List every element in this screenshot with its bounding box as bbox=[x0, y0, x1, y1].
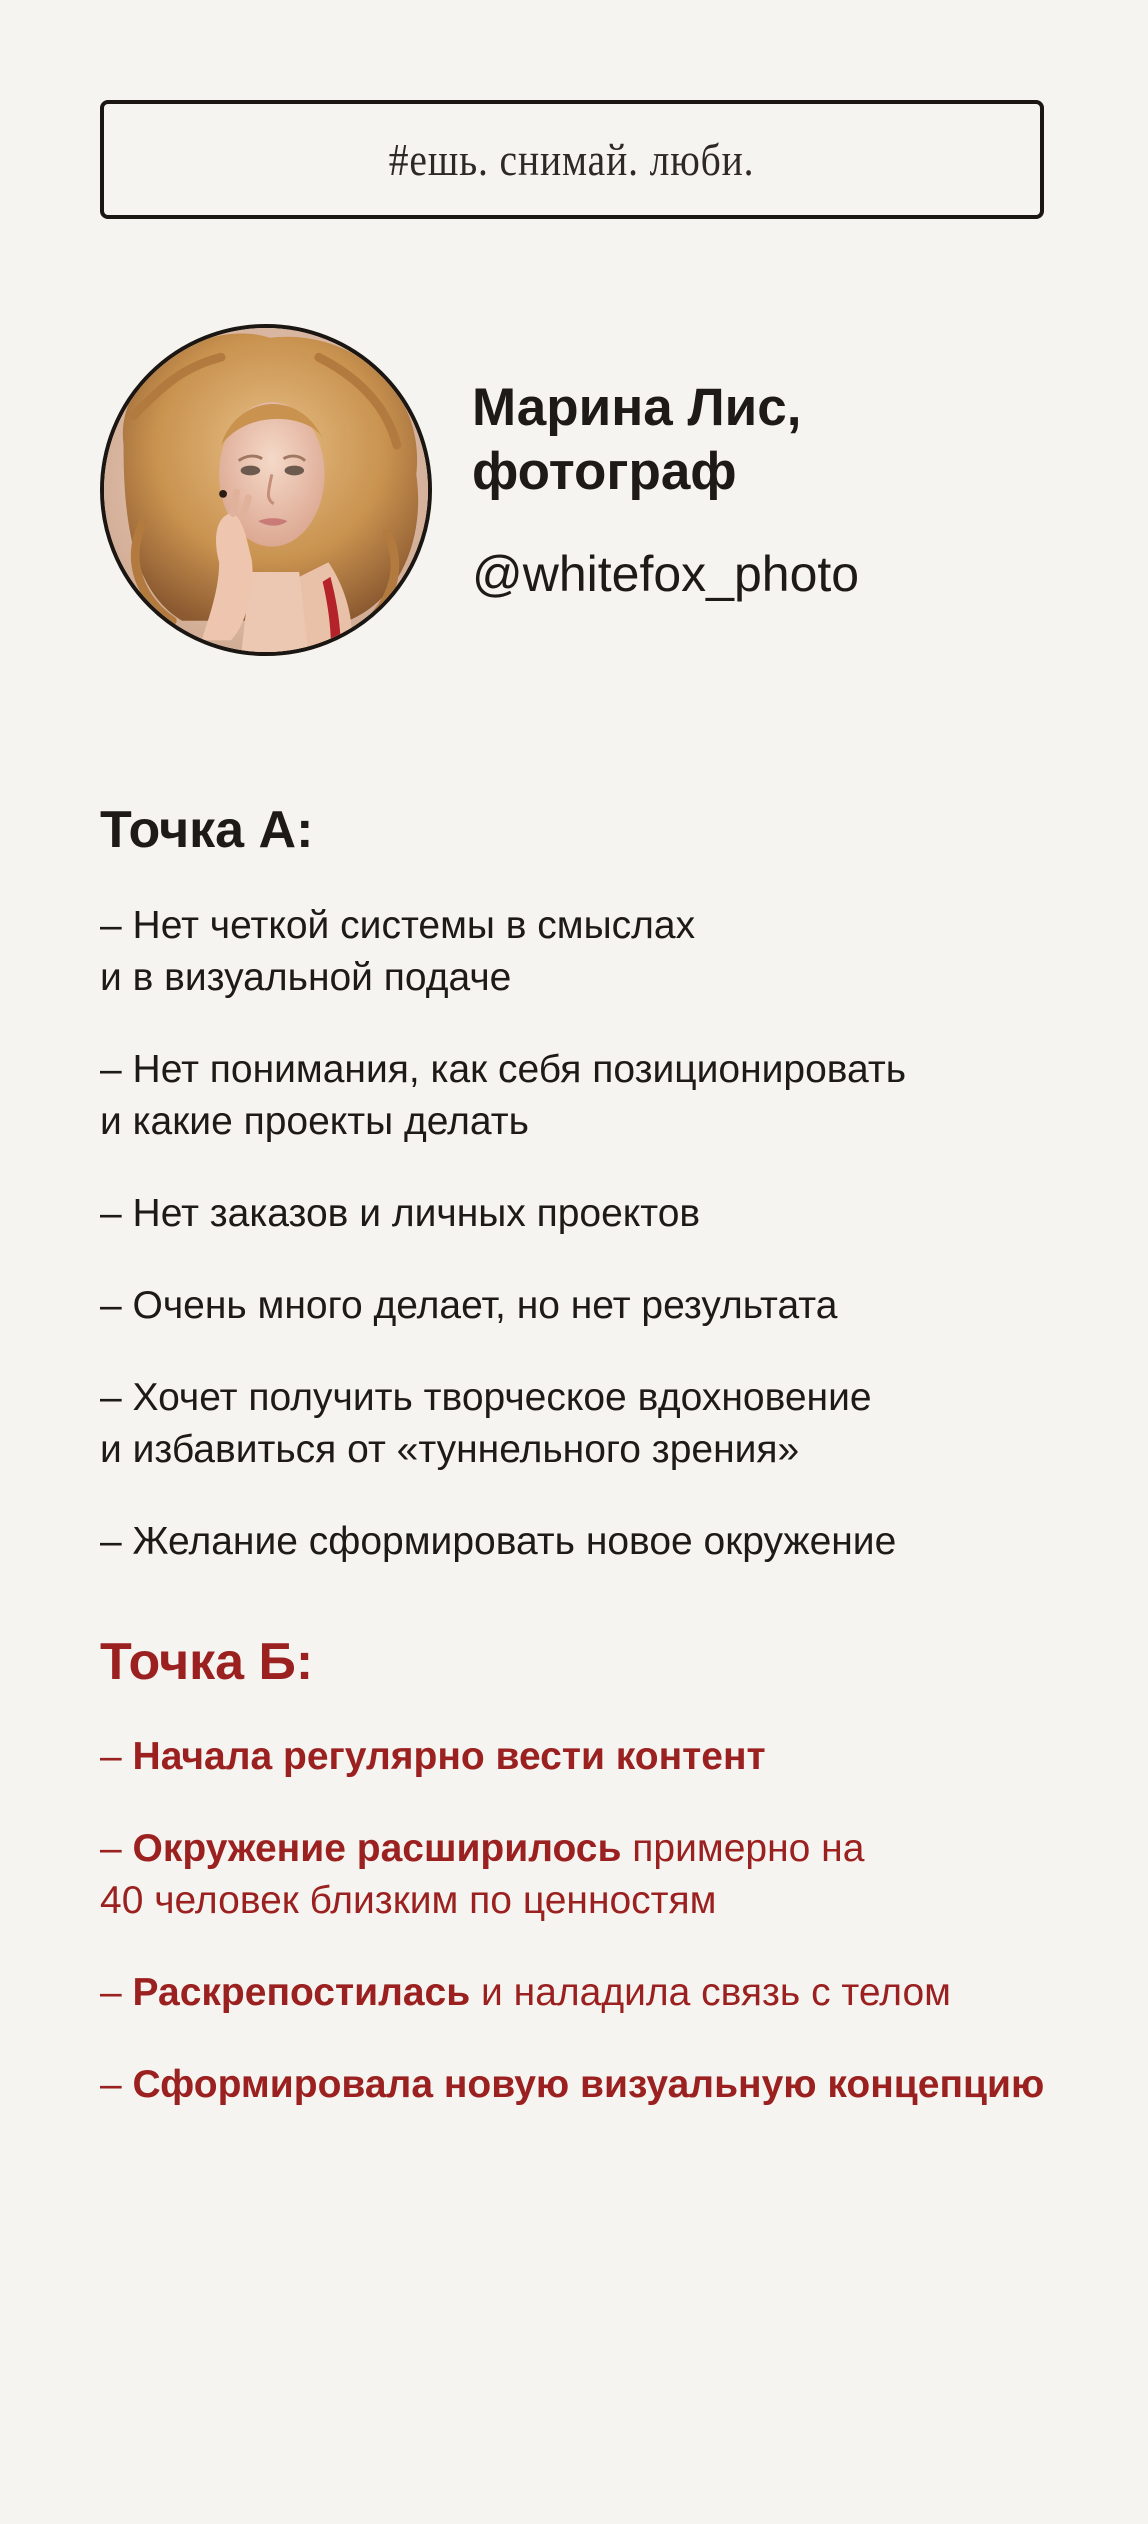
list-item: – Нет заказов и личных проектов bbox=[100, 1192, 701, 1235]
list-item: – Раскрепостилась и наладила связь с телом bbox=[100, 1971, 951, 2014]
list-item: – Окружение расширилось примерно на 40 человек близким по ценностям bbox=[100, 1827, 865, 1922]
list-item: – Сформировала новую визуальную концепцию bbox=[100, 2063, 1045, 2106]
avatar bbox=[100, 324, 432, 656]
profile-name-line2: фотограф bbox=[472, 442, 737, 501]
tagline-box bbox=[100, 100, 1044, 219]
profile-name-line1: Марина Лис, bbox=[472, 378, 802, 437]
point-a-heading: Точка А: bbox=[100, 801, 314, 859]
tagline: #ешь. снимай. люби. bbox=[389, 134, 755, 185]
list-item: – Начала регулярно вести контент bbox=[100, 1735, 766, 1778]
list-item: – Нет понимания, как себя позиционировать и какие проекты делать bbox=[100, 1048, 907, 1143]
profile-handle: @whitefox_photo bbox=[472, 546, 860, 602]
profile-name bbox=[472, 376, 1032, 504]
list-item: – Нет четкой системы в смыслах и в визуальной подаче bbox=[100, 904, 696, 999]
list-item: – Очень много делает, но нет результата bbox=[100, 1284, 838, 1327]
portrait-photo bbox=[104, 328, 428, 652]
point-b-heading: Точка Б: bbox=[100, 1633, 314, 1691]
list-item: – Желание сформировать новое окружение bbox=[100, 1520, 897, 1563]
point-b-list bbox=[100, 1731, 1100, 2151]
list-item: – Хочет получить творческое вдохновение и избавиться от «туннельного зрения» bbox=[100, 1376, 872, 1471]
point-a-list bbox=[100, 900, 1100, 1608]
